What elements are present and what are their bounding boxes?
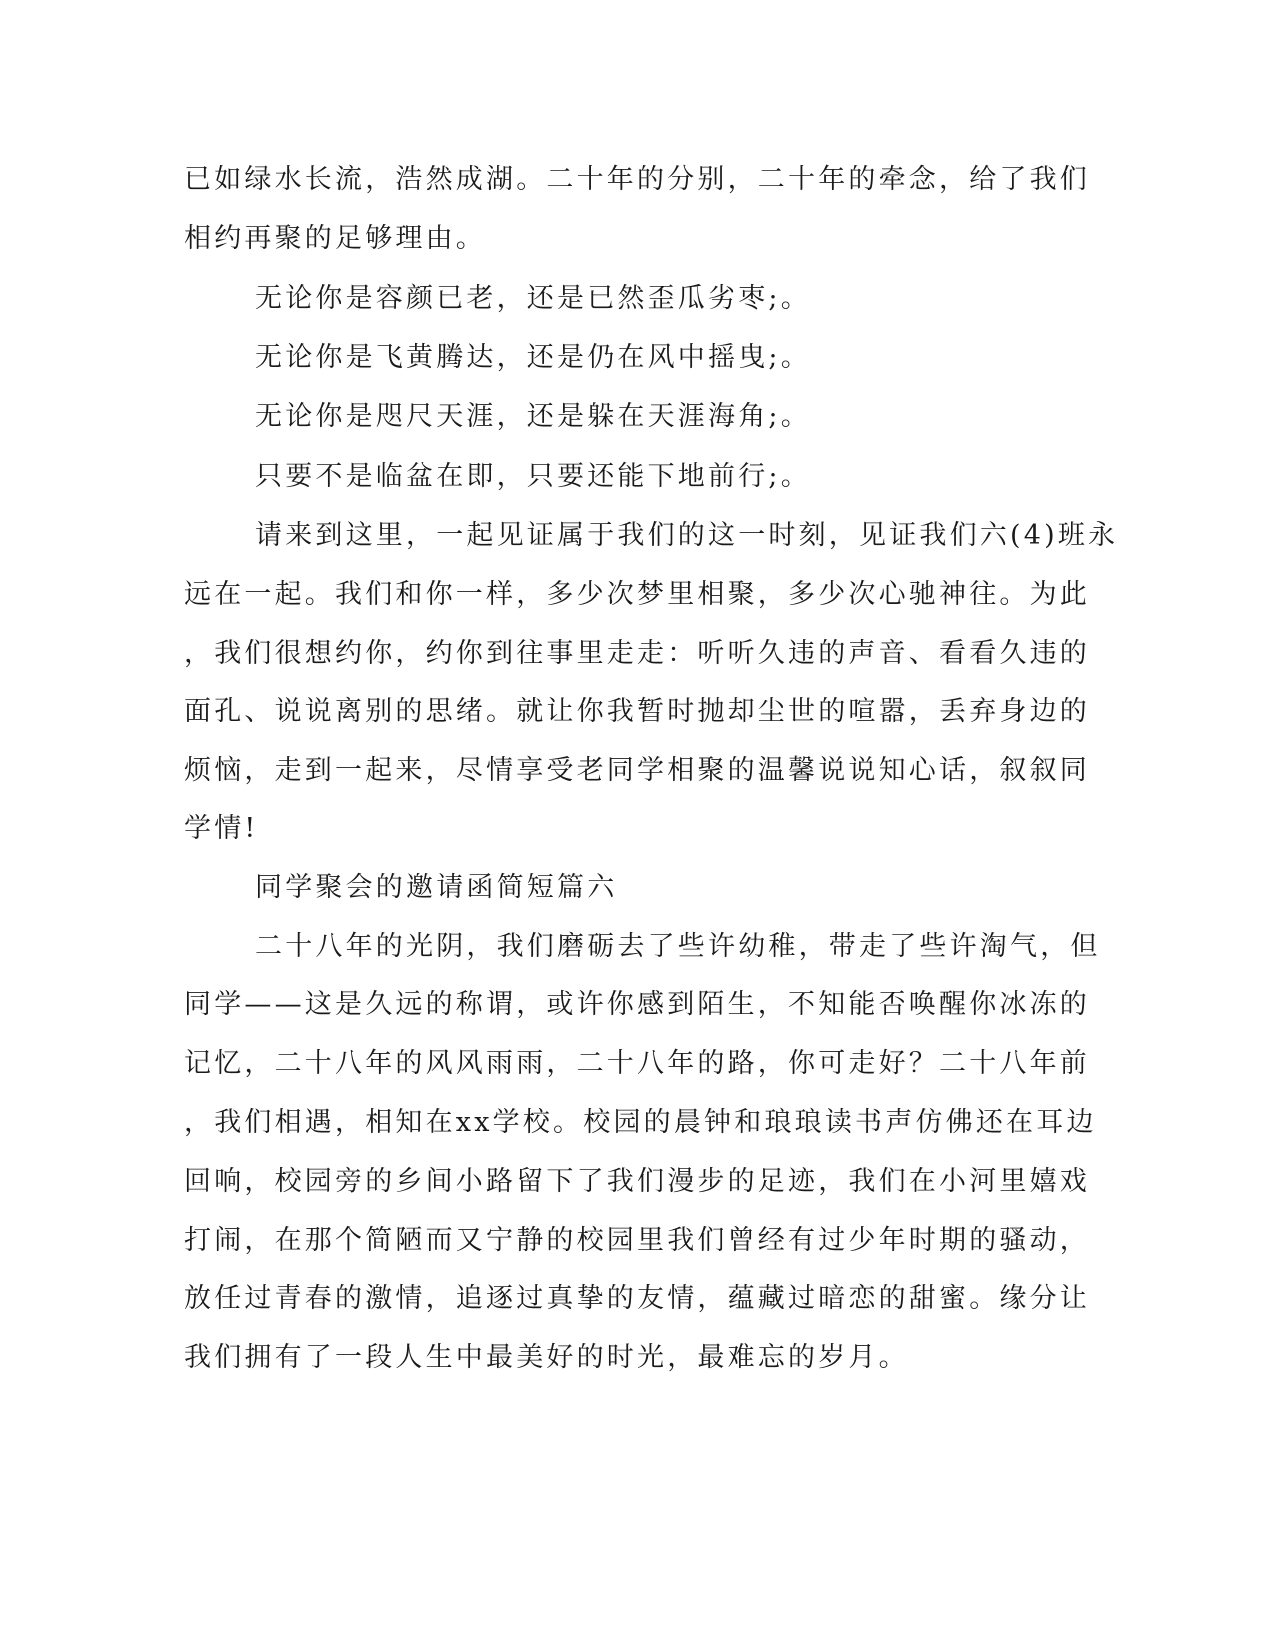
text-line: 记忆，二十八年的风风雨雨，二十八年的路，你可走好？二十八年前 bbox=[184, 1048, 1090, 1079]
text-line: 我们拥有了一段人生中最美好的时光，最难忘的岁月。 bbox=[184, 1342, 909, 1373]
text-line: 无论你是咫尺天涯，还是躲在天涯海角;。 bbox=[255, 401, 811, 432]
text-line: 回响，校园旁的乡间小路留下了我们漫步的足迹，我们在小河里嬉戏 bbox=[184, 1166, 1090, 1197]
text-line: ，我们相遇，相知在xx学校。校园的晨钟和琅琅读书声仿佛还在耳边 bbox=[184, 1107, 1097, 1138]
text-line: ，我们很想约你，约你到往事里走走：听听久违的声音、看看久违的 bbox=[184, 638, 1090, 669]
text-line: 放任过青春的激情，追逐过真挚的友情，蕴藏过暗恋的甜蜜。缘分让 bbox=[184, 1283, 1090, 1314]
section-heading: 同学聚会的邀请函简短篇六 bbox=[255, 872, 618, 903]
text-line: 请来到这里，一起见证属于我们的这一时刻，见证我们六(4)班永 bbox=[255, 520, 1119, 551]
text-line: 学情! bbox=[184, 813, 259, 844]
text-line: 无论你是容颜已老，还是已然歪瓜劣枣;。 bbox=[255, 283, 811, 314]
text-line: 只要不是临盆在即，只要还能下地前行;。 bbox=[255, 461, 811, 492]
text-line: 烦恼，走到一起来，尽情享受老同学相聚的温馨说说知心话，叙叙同 bbox=[184, 755, 1090, 786]
text-line: 已如绿水长流，浩然成湖。二十年的分别，二十年的牵念，给了我们 bbox=[184, 164, 1090, 195]
text-line: 远在一起。我们和你一样，多少次梦里相聚，多少次心驰神往。为此 bbox=[184, 579, 1090, 610]
text-line: 无论你是飞黄腾达，还是仍在风中摇曳;。 bbox=[255, 342, 811, 373]
text-line: 相约再聚的足够理由。 bbox=[184, 223, 486, 254]
text-line: 同学——这是久远的称谓，或许你感到陌生，不知能否唤醒你冰冻的 bbox=[184, 989, 1090, 1020]
text-line: 二十八年的光阴，我们磨砺去了些许幼稚，带走了些许淘气，但 bbox=[255, 931, 1101, 962]
text-line: 打闹，在那个简陋而又宁静的校园里我们曾经有过少年时期的骚动， bbox=[184, 1225, 1090, 1256]
text-line: 面孔、说说离别的思绪。就让你我暂时抛却尘世的喧嚣，丢弃身边的 bbox=[184, 696, 1090, 727]
